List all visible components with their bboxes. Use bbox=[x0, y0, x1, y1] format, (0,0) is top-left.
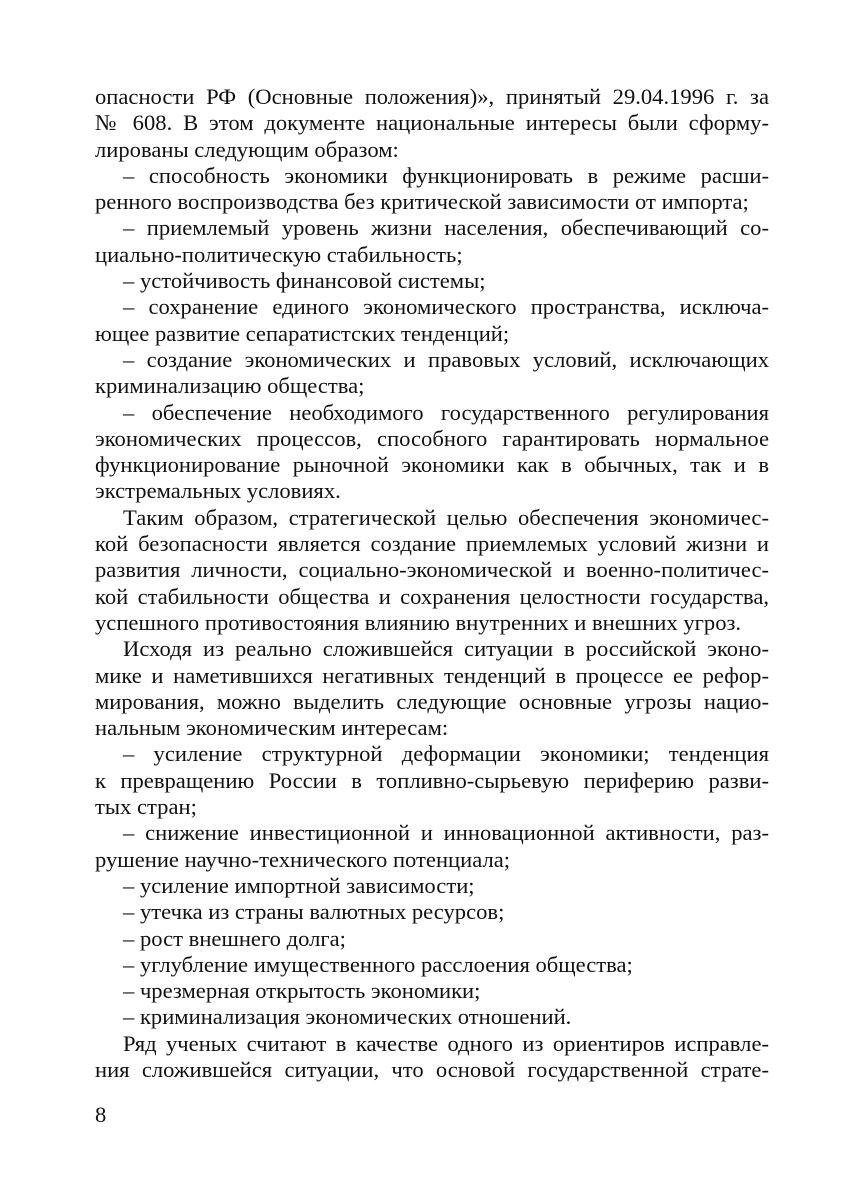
text-line: ния сложившейся ситуации, что основой государственной страте- bbox=[95, 1056, 769, 1082]
text-line: лированы следующим образом: bbox=[95, 136, 399, 162]
text-line: криминализацию общества; bbox=[95, 373, 365, 399]
text-line: – утечка из страны валютных ресурсов; bbox=[123, 899, 505, 925]
text-line: успешного противостояния влиянию внутренних и внешних угроз. bbox=[95, 609, 742, 635]
text-line: тых стран; bbox=[95, 794, 197, 820]
text-line: кой безопасности является создание приемлемых условий жизни и bbox=[95, 531, 769, 557]
paragraph bbox=[95, 268, 769, 294]
text-line: Ряд ученых считают в качестве одного из ориентиров исправле- bbox=[123, 1030, 769, 1056]
text-line: – создание экономических и правовых условий, исключающих bbox=[123, 346, 769, 372]
paragraph bbox=[95, 873, 769, 899]
paragraph bbox=[95, 84, 769, 163]
paragraph bbox=[95, 952, 769, 978]
text-line: к превращению России в топливно-сырьевую периферию разви- bbox=[95, 767, 769, 793]
text-line: развития личности, социально-экономической и военно-политичес- bbox=[95, 557, 769, 583]
paragraph bbox=[95, 505, 769, 636]
text-line: Исходя из реально сложившейся ситуации в российской эконо- bbox=[123, 636, 769, 662]
paragraph bbox=[95, 294, 769, 347]
text-line: – обеспечение необходимого государственного регулирования bbox=[123, 399, 769, 425]
text-line: мирования, можно выделить следующие основные угрозы нацио- bbox=[95, 688, 769, 714]
paragraph bbox=[95, 400, 769, 505]
text-line: – усиление импортной зависимости; bbox=[123, 872, 475, 898]
paragraph bbox=[95, 820, 769, 873]
paragraph bbox=[95, 899, 769, 925]
paragraph bbox=[95, 926, 769, 952]
text-line: – снижение инвестиционной и инновационной активности, раз- bbox=[123, 820, 769, 846]
paragraph bbox=[95, 636, 769, 741]
text-line: – рост внешнего долга; bbox=[123, 925, 346, 951]
text-line: Таким образом, стратегической целью обеспечения экономичес- bbox=[123, 504, 769, 530]
paragraph bbox=[95, 1004, 769, 1030]
text-line: нальным экономическим интересам: bbox=[95, 715, 449, 741]
paragraph bbox=[95, 215, 769, 268]
text-line: – устойчивость финансовой системы; bbox=[123, 268, 486, 294]
text-line: ющее развитие сепаратистских тенденций; bbox=[95, 320, 510, 346]
text-line: – способность экономики функционировать в режиме расши- bbox=[123, 162, 769, 188]
text-line: – углубление имущественного расслоения общества; bbox=[123, 951, 633, 977]
paragraph bbox=[95, 347, 769, 400]
text-line: мике и наметившихся негативных тенденций в процессе ее рефор- bbox=[95, 662, 769, 688]
text-line: – сохранение единого экономического пространства, исключа- bbox=[123, 294, 769, 320]
text-line: – криминализация экономических отношений. bbox=[123, 1004, 572, 1030]
paragraph bbox=[95, 163, 769, 216]
text-line: рушение научно-технического потенциала; bbox=[95, 846, 511, 872]
text-line: циально-политическую стабильность; bbox=[95, 241, 463, 267]
text-line: экономических процессов, способного гарантировать нормальное bbox=[95, 425, 769, 451]
text-line: ренного воспроизводства без критической зависимости от импорта; bbox=[95, 189, 749, 215]
text-line: – приемлемый уровень жизни населения, обеспечивающий со- bbox=[123, 215, 769, 241]
page-number: 8 bbox=[95, 1102, 107, 1127]
text-line: – чрезмерная открытость экономики; bbox=[123, 978, 481, 1004]
text-line: – усиление структурной деформации экономики; тенденция bbox=[123, 741, 769, 767]
text-line: опасности РФ (Основные положения)», принятый 29.04.1996 г. за bbox=[95, 84, 769, 109]
text-line: № 608. В этом документе национальные интересы были сформу- bbox=[95, 110, 769, 136]
paragraph bbox=[95, 741, 769, 820]
text-line: экстремальных условиях. bbox=[95, 478, 341, 504]
text-line: кой стабильности общества и сохранения целостности государства, bbox=[95, 583, 769, 609]
page-body bbox=[95, 84, 769, 1083]
text-line: функционирование рыночной экономики как в обычных, так и в bbox=[95, 452, 769, 478]
paragraph bbox=[95, 978, 769, 1004]
paragraph bbox=[95, 1031, 769, 1084]
